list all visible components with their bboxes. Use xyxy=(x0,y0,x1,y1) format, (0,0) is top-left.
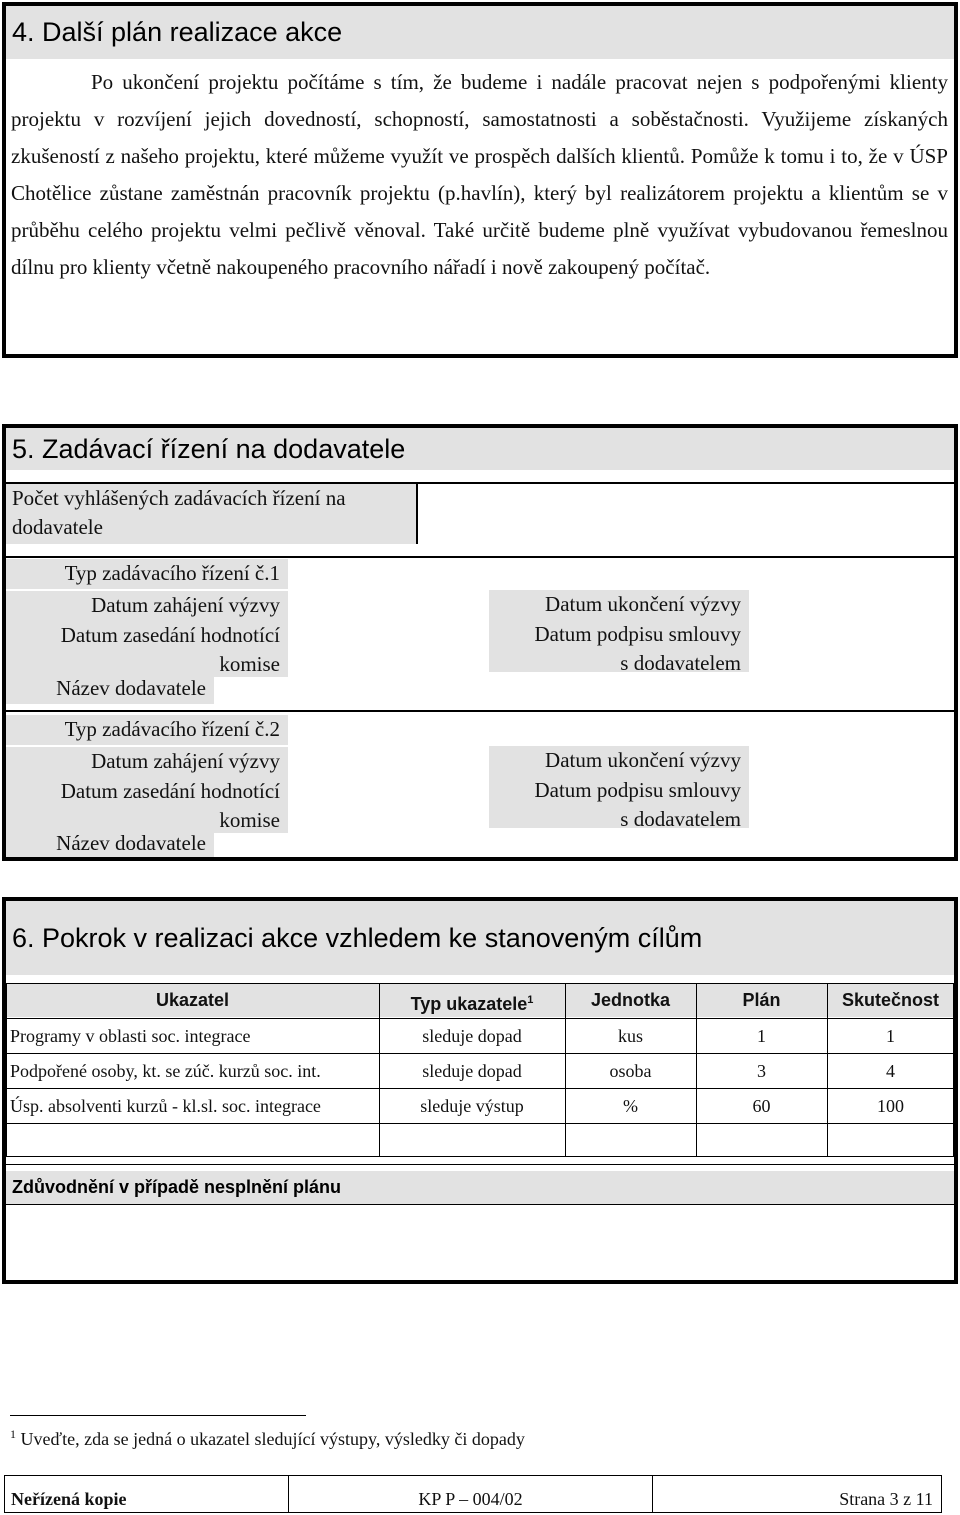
cell-text: osoba xyxy=(609,1061,652,1081)
cell-text: 60 xyxy=(752,1096,771,1116)
procedure-2-end-text: Datum ukončení výzvy xyxy=(545,748,741,772)
column-header-unit xyxy=(565,983,696,1017)
procedure-1-start-label xyxy=(6,591,288,621)
section-4-paragraph-text: Po ukončení projektu počítáme s tím, že budeme i nadále pracovat nejen s podpořenými klienty projektu v rozvíjení jejich dovedností, schopností, samostatnosti a soběstačnosti. Využijeme získaných zkušeností z našeho projektu, které můžeme využít ve prospěch dalších klientů. Pomůže k tomu i to, že v ÚSP Chotělice zůstane zaměstnán pracovník projektu (p.havlín), který byl realizátorem projektu a klientům se v průběhu celého projektu velmi pečlivě věnoval. Také určitě budeme plně využívat vybudovanou řemeslnou dílnu pro klienty včetně nakoupeného pracovního nářadí i nově zakoupený počítač. xyxy=(11,70,948,279)
indicator-table xyxy=(6,983,954,1157)
footnote-ref: 1 xyxy=(527,994,534,1006)
procedure-2-committee-line2: komise xyxy=(219,808,280,832)
procedure-2-type-text: Typ zadávacího řízení č.2 xyxy=(64,717,280,741)
column-header-indicator xyxy=(6,983,379,1017)
procedure-2-contract-line2: s dodavatelem xyxy=(620,807,741,831)
footer-center-text: KP P – 004/02 xyxy=(418,1489,523,1509)
divider xyxy=(6,1164,954,1165)
divider xyxy=(6,1204,954,1205)
section-6-heading xyxy=(6,901,954,975)
table-row-3-type xyxy=(379,1089,565,1123)
table-row-1-plan xyxy=(696,1019,827,1053)
table-rule xyxy=(953,983,954,1157)
table-row-1-type xyxy=(379,1019,565,1053)
procedure-2-end-label xyxy=(489,746,749,776)
procedure-2-supplier-text: Název dodavatele xyxy=(56,831,206,855)
table-row-2-type xyxy=(379,1054,565,1088)
procedure-1-committee-line1: Datum zasedání hodnotící xyxy=(60,623,280,647)
procedure-1-committee-label xyxy=(6,621,288,677)
table-row-3-unit xyxy=(565,1089,696,1123)
cell-text: 100 xyxy=(877,1096,904,1116)
cell-text: Úsp. absolventi kurzů - kl.sl. soc. integrace xyxy=(10,1096,321,1116)
cell-text: sleduje dopad xyxy=(422,1061,522,1081)
footer-left-text: Neřízená kopie xyxy=(11,1489,127,1509)
section-4-heading xyxy=(6,6,954,59)
column-header-plan xyxy=(696,983,827,1017)
table-rule xyxy=(6,983,7,1157)
section-5-heading xyxy=(6,428,954,470)
table-row-3-actual xyxy=(827,1089,954,1123)
count-label-line1: Počet vyhlášených zadávacích řízení na xyxy=(12,486,346,510)
cell-text: 1 xyxy=(886,1026,895,1046)
procedure-1-start-text: Datum zahájení výzvy xyxy=(91,593,280,617)
table-rule xyxy=(6,1088,954,1089)
procedure-2-committee-label xyxy=(6,777,288,833)
procedure-1-type-text: Typ zadávacího řízení č.1 xyxy=(64,561,280,585)
footnote-separator xyxy=(10,1415,306,1416)
footnote xyxy=(10,1427,525,1450)
count-label-line2: dodavatele xyxy=(12,515,103,539)
table-row-2-indicator xyxy=(10,1054,379,1088)
procedure-1-contract-line2: s dodavatelem xyxy=(620,651,741,675)
section-6-heading-text: 6. Pokrok v realizaci akce vzhledem ke stanoveným cílům xyxy=(12,922,703,953)
section-4-heading-text: 4. Další plán realizace akce xyxy=(12,17,343,47)
table-row-1-actual xyxy=(827,1019,954,1053)
procedure-2-start-label xyxy=(6,747,288,777)
table-row-1-indicator xyxy=(10,1019,379,1053)
table-row-3-plan xyxy=(696,1089,827,1123)
column-header-text: Jednotka xyxy=(590,990,671,1010)
procedure-1-end-text: Datum ukončení výzvy xyxy=(545,592,741,616)
footer-right-text: Strana 3 z 11 xyxy=(839,1489,933,1509)
cell-text: sleduje dopad xyxy=(422,1026,522,1046)
section-4-paragraph xyxy=(11,64,948,286)
procedure-1-supplier-text: Název dodavatele xyxy=(56,676,206,700)
procedure-1-type-label xyxy=(6,559,288,589)
table-rule xyxy=(6,1018,954,1019)
procedure-1-committee-line2: komise xyxy=(219,652,280,676)
table-rule xyxy=(827,983,828,1157)
cell-text: sleduje výstup xyxy=(420,1096,524,1116)
divider xyxy=(6,556,954,558)
cell-text: 4 xyxy=(886,1061,895,1081)
column-header-text: Typ ukazatele xyxy=(410,994,528,1014)
table-rule xyxy=(6,1156,954,1157)
table-rule xyxy=(565,983,566,1157)
page-footer xyxy=(4,1475,942,1513)
column-header-text: Skutečnost xyxy=(841,990,940,1010)
cell-text: 3 xyxy=(757,1061,766,1081)
procedure-2-committee-line1: Datum zasedání hodnotící xyxy=(60,779,280,803)
table-row-2-unit xyxy=(565,1054,696,1088)
cell-text: % xyxy=(623,1096,638,1116)
count-value-divider xyxy=(416,484,418,544)
cell-text: 1 xyxy=(757,1026,766,1046)
table-rule xyxy=(6,1123,954,1124)
cell-text: kus xyxy=(617,1026,643,1046)
table-row-2-plan xyxy=(696,1054,827,1088)
procedure-1-contract-line1: Datum podpisu smlouvy xyxy=(534,622,741,646)
footer-right xyxy=(839,1489,933,1510)
footer-left xyxy=(11,1489,126,1510)
column-header-text: Plán xyxy=(742,990,781,1010)
footer-divider xyxy=(652,1476,653,1512)
footer-center xyxy=(289,1489,652,1510)
table-rule xyxy=(379,983,380,1157)
cell-text: Programy v oblasti soc. integrace xyxy=(10,1026,251,1046)
procedure-2-start-text: Datum zahájení výzvy xyxy=(91,749,280,773)
table-rule xyxy=(696,983,697,1157)
section-5-heading-text: 5. Zadávací řízení na dodavatele xyxy=(12,433,406,464)
cell-text: Podpořené osoby, kt. se zúč. kurzů soc. int. xyxy=(10,1061,321,1081)
column-header-text: Ukazatel xyxy=(155,990,230,1010)
procedure-2-contract-label xyxy=(489,776,749,831)
justification-label xyxy=(6,1171,954,1204)
procedure-1-supplier-label xyxy=(6,674,214,704)
footnote-mark: 1 xyxy=(10,1427,16,1441)
footnote-text: Uveďte, zda se jedná o ukazatel sledující výstupy, výsledky či dopady xyxy=(20,1429,525,1449)
procedure-1-contract-label xyxy=(489,620,749,675)
procedure-2-contract-line1: Datum podpisu smlouvy xyxy=(534,778,741,802)
column-header-actual xyxy=(827,983,954,1017)
divider xyxy=(6,710,954,712)
table-row-3-indicator xyxy=(10,1089,379,1123)
table-rule xyxy=(6,983,954,984)
table-row-1-unit xyxy=(565,1019,696,1053)
procedure-2-supplier-label xyxy=(6,830,214,857)
table-row-2-actual xyxy=(827,1054,954,1088)
procedure-2-type-label xyxy=(6,715,288,745)
procedure-1-end-label xyxy=(489,590,749,620)
justification-label-text: Zdůvodnění v případě nesplnění plánu xyxy=(12,1177,342,1197)
column-header-type xyxy=(379,983,565,1017)
table-rule xyxy=(6,1053,954,1054)
count-label xyxy=(6,484,416,544)
